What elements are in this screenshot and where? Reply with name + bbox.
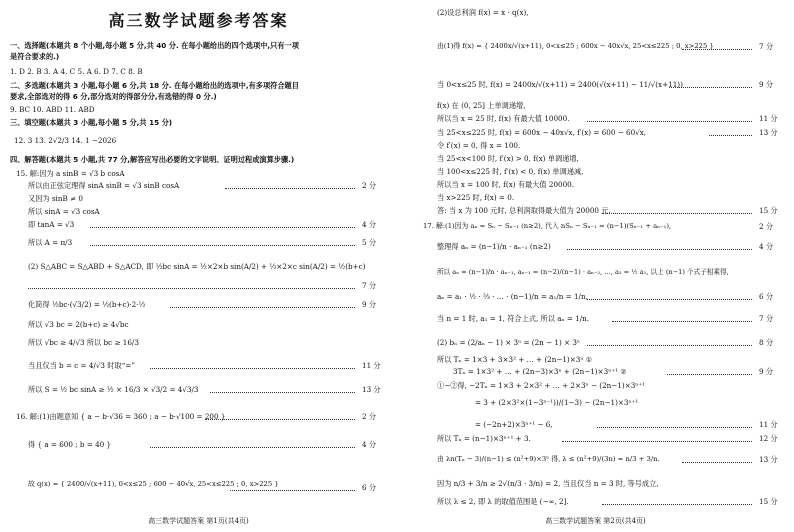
q17-part2-line: 所以 λ ≤ 2, 即 λ 的取值范围是 (−∞, 2]. — [437, 497, 569, 506]
score-mark: 4 分 — [362, 220, 377, 229]
q17-part2-line: = (−2n+2)×3ⁿ⁺¹ − 6, — [475, 420, 553, 429]
q17-part2-line: 由 λn(Tₙ − 3)/(n−1) ≤ (n²+9)×3ⁿ 得, λ ≤ (n²+9)/(3n) = n/3 + 3/n. — [437, 455, 660, 463]
multi-choice-answers: 9. BC 10. ABD 11. ABD — [10, 105, 95, 114]
q17-line: 整理得 aₙ = (n−1)/n · aₙ₋₁ (n≥2) — [437, 242, 551, 251]
dot-leader — [150, 368, 355, 369]
score-mark: 4 分 — [362, 440, 377, 449]
fill-blank-answers: 12. 3 13. 2√2/3 14. 1 −2026 — [14, 136, 117, 145]
q17-line: aₙ = a₁ · ½ · ⅔ · … · (n−1)/n = a₁/n = 1/n, — [437, 292, 588, 301]
score-mark: 12 分 — [759, 434, 778, 443]
score-mark: 9 分 — [362, 300, 377, 309]
q15-line: 所以 A = π/3 — [28, 238, 73, 247]
dot-leader — [562, 441, 752, 442]
dot-leader — [90, 245, 355, 246]
score-mark: 6 分 — [362, 483, 377, 492]
dot-leader — [225, 188, 355, 189]
q17-line: 所以 aₙ = (n−1)/n · aₙ₋₁, aₙ₋₁ = (n−2)/(n−1) · aₙ₋₂, …, a₂ = ½ a₁, 以上 (n−1) 个式子相乘得, — [437, 268, 729, 276]
q16-part2-line: 令 f′(x) = 0, 得 x = 100. — [437, 141, 521, 150]
score-mark: 8 分 — [759, 338, 774, 347]
section-1-heading: 一、选择题(本题共 8 个小题,每小题 5 分,共 40 分. 在每小题给出的四个选项中,只有一项 — [10, 41, 299, 50]
score-mark: 13 分 — [362, 385, 381, 394]
score-mark: 9 分 — [759, 367, 774, 376]
page-footer: 高三数学试题答案 第2页(共4页) — [545, 517, 646, 525]
q17-line: 17. 解:(1)因为 aₙ = Sₙ − Sₙ₋₁ (n≥2), 代入 nSₙ − Sₙ₋₁ = (n−1)(Sₙ₋₁ + aₙ₋₁), — [423, 222, 672, 230]
section-2-heading: 二、多选题(本题共 3 小题,每小题 6 分,共 18 分. 在每小题给出的选项中,有多项符合题目 — [10, 81, 299, 90]
q16-line: 16. 解:(1)由题意知 { a − b·√36 = 360 ; a − b·√100 = 200 } — [16, 412, 226, 421]
dot-leader — [587, 121, 752, 122]
dot-leader — [230, 490, 355, 491]
dot-leader — [602, 213, 752, 214]
q16-part2-line: f(x) 在 (0, 25] 上单调递增, — [437, 101, 526, 110]
q15-part2-line: 化简得 ½bc·(√3/2) = ½(b+c)·2·½ — [28, 300, 146, 309]
q16-part2-line: 当 25<x<100 时, f′(x) > 0, f(x) 单调递增, — [437, 154, 579, 163]
section-1-heading-cont: 是符合要求的.) — [10, 52, 60, 61]
q17-part2-line: = 3 + (2×3²×(1−3ⁿ⁻¹))/(1−3) − (2n−1)×3ⁿ⁺¹ — [475, 398, 639, 407]
dot-leader — [669, 87, 752, 88]
section-3-heading: 三、填空题(本题共 3 小题,每小题 5 分,共 15 分) — [10, 118, 173, 127]
q16-part2-line: 当 25<x≤225 时, f(x) = 600x − 40x√x, f′(x) = 600 − 60√x, — [437, 128, 647, 137]
score-mark: 15 分 — [759, 497, 778, 506]
score-mark: 6 分 — [759, 292, 774, 301]
q17-part2-line: (2) bₙ = (2/aₙ − 1) × 3ⁿ = (2n − 1) × 3ⁿ — [437, 338, 581, 347]
q15-line: 所以由正弦定理得 sinA sinB = √3 sinB cosA — [28, 181, 180, 190]
dot-leader — [150, 447, 355, 448]
dot-leader — [682, 462, 752, 463]
dot-leader — [709, 135, 752, 136]
q17-part2-line: 3Tₙ = 1×3² + … + (2n−3)×3ⁿ + (2n−1)×3ⁿ⁺¹ ② — [453, 367, 627, 376]
dot-leader — [567, 249, 752, 250]
dot-leader — [210, 392, 355, 393]
score-mark: 13 分 — [759, 128, 778, 137]
q16-part2-line: 所以当 x = 25 时, f(x) 有最大值 10000. — [437, 114, 570, 123]
score-mark: 7 分 — [759, 42, 774, 51]
score-mark: 11 分 — [362, 361, 381, 370]
section-4-heading: 四、解答题(本题共 5 小题,共 77 分,解答应写出必要的文字说明、证明过程或演算步骤.) — [10, 155, 295, 164]
score-mark: 13 分 — [759, 455, 778, 464]
score-mark: 2 分 — [362, 412, 377, 421]
q16-part2-line: 由(1)得 f(x) = { 2400x/√(x+11), 0<x≤25 ; 600x − 40x√x, 25<x≤225 ; 0, x>225 } — [437, 42, 714, 50]
q17-part2-line: ①−②得, −2Tₙ = 1×3 + 2×3² + … + 2×3ⁿ − (2n−1)×3ⁿ⁺¹ — [437, 381, 646, 390]
score-mark: 4 分 — [759, 242, 774, 251]
score-mark: 2 分 — [362, 181, 377, 190]
dot-leader — [602, 504, 752, 505]
score-mark: 9 分 — [759, 80, 774, 89]
score-mark: 11 分 — [759, 114, 778, 123]
q16-line: 得 { a = 600 ; b = 40 } — [28, 440, 112, 449]
score-mark: 2 分 — [759, 222, 774, 231]
q16-line: 故 q(x) = { 2400/√(x+11), 0<x≤25 ; 600 − 40√x, 25<x≤225 ; 0, x>225 } — [28, 480, 279, 488]
dot-leader — [28, 288, 355, 289]
score-mark: 7 分 — [362, 281, 377, 290]
dot-leader — [205, 419, 355, 420]
dot-leader — [667, 374, 752, 375]
q16-part2-line: 当 x>225 时, f(x) = 0. — [437, 193, 515, 202]
q15-line: 即 tanA = √3 — [28, 220, 75, 229]
q17-part2-line: 因为 n/3 + 3/n ≥ 2√(n/3 · 3/n) = 2, 当且仅当 n = 3 时, 等号成立, — [437, 479, 659, 488]
q15-part2-line: 所以 S = ½ bc sinA ≥ ½ × 16/3 × √3/2 = 4√3/3 — [28, 385, 199, 394]
q15-part2-line: 当且仅当 b = c = 4/√3 时取“=” — [28, 361, 136, 370]
q16-part2-line: 当 0<x≤25 时, f(x) = 2400x/√(x+11) = 2400(√(x+11) − 11/√(x+11)) — [437, 80, 683, 89]
choice-answers: 1. D 2. B 3. A 4. C 5. A 6. D 7. C 8. B — [10, 67, 143, 76]
dot-leader — [587, 299, 752, 300]
q15-line: 15. 解:因为 a sinB = √3 b cosA — [16, 169, 125, 178]
q17-line: 当 n = 1 时, a₁ = 1, 符合上式, 所以 aₙ = 1/n. — [437, 314, 590, 323]
page-footer: 高三数学试题答案 第1页(共4页) — [148, 517, 249, 525]
q15-part2-line: 所以 √bc ≥ 4/√3 所以 bc ≥ 16/3 — [28, 338, 139, 347]
q15-part2-line: (2) S△ABC = S△ABD + S△ACD, 即 ½bc sinA = ½×2×b sin(A/2) + ½×2×c sin(A/2) = ½(b+c) — [28, 262, 366, 271]
q16-answer-line: 答: 当 x 为 100 元时, 总利润取得最大值为 20000 元. — [437, 206, 611, 215]
score-mark: 5 分 — [362, 238, 377, 247]
page-title: 高三数学试题参考答案 — [108, 11, 289, 30]
q17-part2-line: 所以 Tₙ = 1×3 + 3×3² + … + (2n−1)×3ⁿ ① — [437, 355, 593, 364]
q15-line: 所以 sinA = √3 cosA — [28, 207, 100, 216]
dot-leader — [587, 345, 752, 346]
dot-leader — [597, 427, 752, 428]
dot-leader — [90, 227, 355, 228]
score-mark: 11 分 — [759, 420, 778, 429]
q15-part2-line: 所以 √3 bc = 2(b+c) ≥ 4√bc — [28, 320, 129, 329]
q16-part2-line: 所以当 x = 100 时, f(x) 有最大值 20000. — [437, 180, 575, 189]
dot-leader — [170, 307, 355, 308]
answer-page-2 — [397, 0, 794, 532]
dot-leader — [682, 49, 752, 50]
q16-part2-line: 当 100<x≤225 时, f′(x) < 0, f(x) 单调递减, — [437, 167, 584, 176]
score-mark: 15 分 — [759, 206, 778, 215]
score-mark: 7 分 — [759, 314, 774, 323]
q15-line: 又因为 sinB ≠ 0 — [28, 194, 83, 203]
q17-part2-line: 所以 Tₙ = (n−1)×3ⁿ⁺¹ + 3. — [437, 434, 531, 443]
section-2-heading-cont: 要求,全部选对的得 6 分,部分选对的得部分分,有选错的得 0 分.) — [10, 92, 217, 101]
dot-leader — [612, 321, 752, 322]
q16-part2-line: (2)设总利润 f(x) = x · q(x), — [437, 8, 529, 17]
